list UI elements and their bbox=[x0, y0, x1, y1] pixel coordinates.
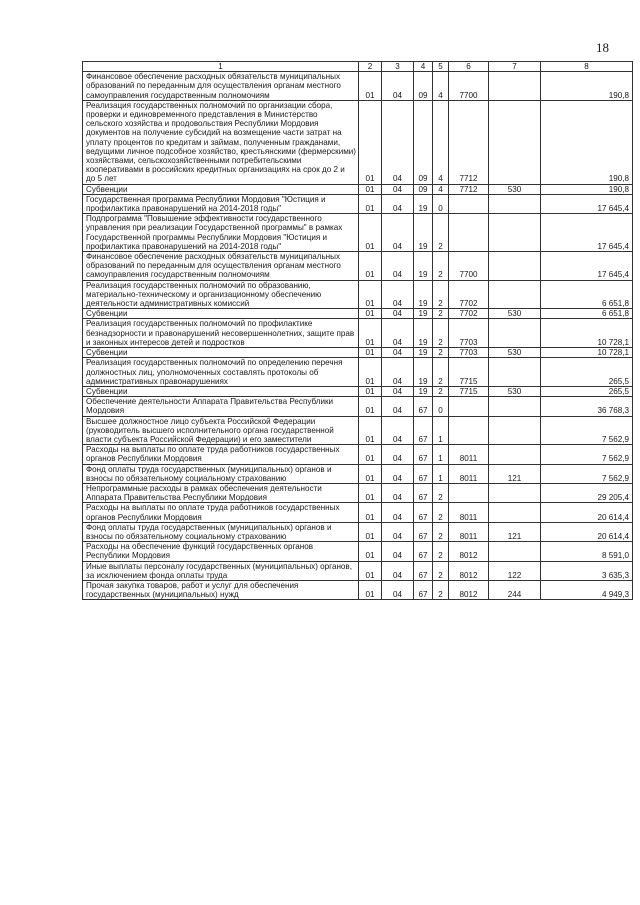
code-subprogram: 1 bbox=[433, 445, 449, 464]
code-subsection: 04 bbox=[382, 100, 414, 184]
code-subprogram: 1 bbox=[433, 416, 449, 445]
code-program: 19 bbox=[414, 194, 433, 213]
code-program: 19 bbox=[414, 280, 433, 309]
table-row bbox=[83, 483, 633, 502]
code-item: 7703 bbox=[449, 319, 489, 348]
code-program: 67 bbox=[414, 522, 433, 541]
code-expense-type bbox=[489, 503, 541, 522]
code-expense-type bbox=[489, 194, 541, 213]
col-header: 5 bbox=[433, 62, 449, 72]
amount: 190,8 bbox=[541, 100, 633, 184]
code-expense-type: 530 bbox=[489, 309, 541, 319]
code-subsection: 04 bbox=[382, 319, 414, 348]
table-row bbox=[83, 348, 633, 358]
row-name: Фонд оплаты труда государственных (муниципальных) органов и взносы по обязательному социальному страхованию bbox=[83, 464, 359, 483]
code-program: 67 bbox=[414, 542, 433, 561]
code-section: 01 bbox=[359, 561, 382, 580]
code-section: 01 bbox=[359, 503, 382, 522]
code-program: 19 bbox=[414, 252, 433, 281]
code-section: 01 bbox=[359, 464, 382, 483]
code-item: 7702 bbox=[449, 280, 489, 309]
code-expense-type: 121 bbox=[489, 522, 541, 541]
table-row bbox=[83, 319, 633, 348]
code-subprogram: 2 bbox=[433, 483, 449, 502]
table-row bbox=[83, 280, 633, 309]
amount: 8 591,0 bbox=[541, 542, 633, 561]
code-subsection: 04 bbox=[382, 194, 414, 213]
amount: 10 728,1 bbox=[541, 319, 633, 348]
code-program: 09 bbox=[414, 184, 433, 194]
code-subprogram: 2 bbox=[433, 309, 449, 319]
code-program: 67 bbox=[414, 503, 433, 522]
col-header: 1 bbox=[83, 62, 359, 72]
code-program: 09 bbox=[414, 100, 433, 184]
code-subprogram: 4 bbox=[433, 72, 449, 101]
code-item: 7702 bbox=[449, 309, 489, 319]
code-expense-type bbox=[489, 542, 541, 561]
code-item: 7700 bbox=[449, 72, 489, 101]
table-row bbox=[83, 503, 633, 522]
code-expense-type bbox=[489, 280, 541, 309]
code-program: 67 bbox=[414, 464, 433, 483]
code-subprogram: 2 bbox=[433, 542, 449, 561]
code-item: 8012 bbox=[449, 542, 489, 561]
table-row bbox=[83, 194, 633, 213]
table-row bbox=[83, 358, 633, 387]
code-expense-type: 122 bbox=[489, 561, 541, 580]
code-expense-type bbox=[489, 100, 541, 184]
row-name: Реализация государственных полномочий по профилактике безнадзорности и правонарушений несовершеннолетних, защите прав и законных интересов детей и подростков bbox=[83, 319, 359, 348]
table-row bbox=[83, 397, 633, 416]
code-expense-type: 530 bbox=[489, 184, 541, 194]
col-header: 7 bbox=[489, 62, 541, 72]
code-item: 7712 bbox=[449, 100, 489, 184]
table-row bbox=[83, 214, 633, 252]
amount: 7 562,9 bbox=[541, 416, 633, 445]
code-expense-type: 244 bbox=[489, 580, 541, 599]
row-name: Реализация государственных полномочий по организации сбора, проверки и единовременного представления в Министерство сельского хозяйства и продовольствия Республики Мордовия документов на получение субсидий на возмещение части затрат на уплату процентов по кредитам и займам, полученным гражданами, ведущими личное подсобное хозяйство, крестьянскими (фермерскими) хозяйствами, сельскохозяйственными потребительскими кооперативами в российских кредитных организациях на срок до 2 и до 5 лет bbox=[83, 100, 359, 184]
table-row bbox=[83, 386, 633, 396]
code-section: 01 bbox=[359, 522, 382, 541]
code-subsection: 04 bbox=[382, 445, 414, 464]
code-subprogram: 2 bbox=[433, 348, 449, 358]
code-expense-type bbox=[489, 252, 541, 281]
col-header: 3 bbox=[382, 62, 414, 72]
code-subprogram: 2 bbox=[433, 358, 449, 387]
budget-table bbox=[82, 61, 633, 600]
amount: 3 635,3 bbox=[541, 561, 633, 580]
amount: 190,8 bbox=[541, 184, 633, 194]
code-subprogram: 2 bbox=[433, 580, 449, 599]
code-section: 01 bbox=[359, 580, 382, 599]
table-row bbox=[83, 184, 633, 194]
code-item: 7715 bbox=[449, 386, 489, 396]
code-subsection: 04 bbox=[382, 72, 414, 101]
code-item: 8011 bbox=[449, 445, 489, 464]
code-subprogram: 2 bbox=[433, 522, 449, 541]
code-subprogram: 2 bbox=[433, 280, 449, 309]
code-section: 01 bbox=[359, 542, 382, 561]
code-subsection: 04 bbox=[382, 252, 414, 281]
col-header: 6 bbox=[449, 62, 489, 72]
table-row bbox=[83, 464, 633, 483]
code-subsection: 04 bbox=[382, 358, 414, 387]
code-subprogram: 2 bbox=[433, 319, 449, 348]
table-row bbox=[83, 561, 633, 580]
code-section: 01 bbox=[359, 445, 382, 464]
code-item bbox=[449, 214, 489, 252]
code-subsection: 04 bbox=[382, 542, 414, 561]
code-subsection: 04 bbox=[382, 309, 414, 319]
code-subprogram: 1 bbox=[433, 464, 449, 483]
table-row bbox=[83, 416, 633, 445]
amount: 29 205,4 bbox=[541, 483, 633, 502]
amount: 7 562,9 bbox=[541, 445, 633, 464]
col-header: 8 bbox=[541, 62, 633, 72]
row-name: Расходы на выплаты по оплате труда работников государственных органов Республики Мордовия bbox=[83, 503, 359, 522]
code-subprogram: 2 bbox=[433, 252, 449, 281]
amount: 17 645,4 bbox=[541, 214, 633, 252]
table-row bbox=[83, 252, 633, 281]
code-expense-type bbox=[489, 358, 541, 387]
amount: 10 728,1 bbox=[541, 348, 633, 358]
code-section: 01 bbox=[359, 280, 382, 309]
amount: 17 645,4 bbox=[541, 252, 633, 281]
code-subsection: 04 bbox=[382, 416, 414, 445]
code-section: 01 bbox=[359, 194, 382, 213]
code-item bbox=[449, 416, 489, 445]
code-section: 01 bbox=[359, 397, 382, 416]
row-name: Субвенции bbox=[83, 386, 359, 396]
code-section: 01 bbox=[359, 214, 382, 252]
code-subsection: 04 bbox=[382, 184, 414, 194]
code-item bbox=[449, 483, 489, 502]
code-subsection: 04 bbox=[382, 386, 414, 396]
code-expense-type bbox=[489, 445, 541, 464]
code-subprogram: 2 bbox=[433, 503, 449, 522]
row-name: Государственная программа Республики Мордовия "Юстиция и профилактика правонарушений на 2014-2018 годы" bbox=[83, 194, 359, 213]
code-subsection: 04 bbox=[382, 464, 414, 483]
code-section: 01 bbox=[359, 309, 382, 319]
code-program: 67 bbox=[414, 397, 433, 416]
code-section: 01 bbox=[359, 358, 382, 387]
code-subsection: 04 bbox=[382, 580, 414, 599]
code-item: 8012 bbox=[449, 561, 489, 580]
code-expense-type: 530 bbox=[489, 348, 541, 358]
table-row bbox=[83, 522, 633, 541]
row-name: Высшее должностное лицо субъекта Российской Федерации (руководитель высшего исполнительного органа государственной власти субъекта Российской Федерации) и его заместители bbox=[83, 416, 359, 445]
amount: 190,8 bbox=[541, 72, 633, 101]
row-name: Субвенции bbox=[83, 184, 359, 194]
amount: 6 651,8 bbox=[541, 309, 633, 319]
code-item bbox=[449, 397, 489, 416]
table-header-row bbox=[83, 62, 633, 72]
row-name: Субвенции bbox=[83, 348, 359, 358]
row-name: Реализация государственных полномочий по определению перечня должностных лиц, уполномоченных составлять протоколы об административных правонарушениях bbox=[83, 358, 359, 387]
table-row bbox=[83, 580, 633, 599]
col-header: 2 bbox=[359, 62, 382, 72]
code-program: 67 bbox=[414, 561, 433, 580]
code-expense-type bbox=[489, 397, 541, 416]
code-program: 67 bbox=[414, 580, 433, 599]
code-expense-type bbox=[489, 483, 541, 502]
code-item: 8011 bbox=[449, 464, 489, 483]
amount: 36 768,3 bbox=[541, 397, 633, 416]
code-subprogram: 4 bbox=[433, 100, 449, 184]
row-name: Финансовое обеспечение расходных обязательств муниципальных образований по переданным для осуществления органам местного самоуправления государственным полномочиям bbox=[83, 72, 359, 101]
code-subsection: 04 bbox=[382, 397, 414, 416]
row-name: Обеспечение деятельности Аппарата Правительства Республики Мордовия bbox=[83, 397, 359, 416]
code-subsection: 04 bbox=[382, 561, 414, 580]
code-subsection: 04 bbox=[382, 348, 414, 358]
code-section: 01 bbox=[359, 100, 382, 184]
code-section: 01 bbox=[359, 319, 382, 348]
page-number: 18 bbox=[596, 40, 609, 55]
amount: 4 949,3 bbox=[541, 580, 633, 599]
table-row bbox=[83, 100, 633, 184]
code-program: 19 bbox=[414, 358, 433, 387]
code-item: 8011 bbox=[449, 522, 489, 541]
code-expense-type bbox=[489, 319, 541, 348]
amount: 6 651,8 bbox=[541, 280, 633, 309]
code-program: 19 bbox=[414, 348, 433, 358]
code-subprogram: 2 bbox=[433, 214, 449, 252]
row-name: Подпрограмма "Повышение эффективности государственного управления при реализации Государственной программы" в рамках Государственной программы Республики Мордовия "Юстиция и профилактика правонарушений на 2014-2018 годы" bbox=[83, 214, 359, 252]
code-subsection: 04 bbox=[382, 214, 414, 252]
code-section: 01 bbox=[359, 184, 382, 194]
code-subsection: 04 bbox=[382, 503, 414, 522]
code-section: 01 bbox=[359, 348, 382, 358]
code-section: 01 bbox=[359, 252, 382, 281]
code-item: 7703 bbox=[449, 348, 489, 358]
row-name: Финансовое обеспечение расходных обязательств муниципальных образований по переданным для осуществления органам местного самоуправления государственным полномочиям bbox=[83, 252, 359, 281]
code-section: 01 bbox=[359, 386, 382, 396]
row-name: Фонд оплаты труда государственных (муниципальных) органов и взносы по обязательному социальному страхованию bbox=[83, 522, 359, 541]
table-row bbox=[83, 72, 633, 101]
code-program: 19 bbox=[414, 309, 433, 319]
code-program: 19 bbox=[414, 319, 433, 348]
code-program: 19 bbox=[414, 386, 433, 396]
table-row bbox=[83, 445, 633, 464]
row-name: Прочая закупка товаров, работ и услуг для обеспечения государственных (муниципальных) нужд bbox=[83, 580, 359, 599]
code-subprogram: 4 bbox=[433, 184, 449, 194]
table-row bbox=[83, 309, 633, 319]
code-program: 19 bbox=[414, 214, 433, 252]
amount: 265,5 bbox=[541, 386, 633, 396]
code-item bbox=[449, 194, 489, 213]
amount: 20 614,4 bbox=[541, 522, 633, 541]
amount: 20 614,4 bbox=[541, 503, 633, 522]
code-expense-type bbox=[489, 214, 541, 252]
row-name: Субвенции bbox=[83, 309, 359, 319]
amount: 7 562,9 bbox=[541, 464, 633, 483]
code-program: 09 bbox=[414, 72, 433, 101]
code-item: 7700 bbox=[449, 252, 489, 281]
code-item: 7715 bbox=[449, 358, 489, 387]
code-subsection: 04 bbox=[382, 483, 414, 502]
code-program: 67 bbox=[414, 416, 433, 445]
code-section: 01 bbox=[359, 72, 382, 101]
row-name: Расходы на выплаты по оплате труда работников государственных органов Республики Мордовия bbox=[83, 445, 359, 464]
code-expense-type bbox=[489, 72, 541, 101]
code-section: 01 bbox=[359, 416, 382, 445]
amount: 17 645,4 bbox=[541, 194, 633, 213]
row-name: Расходы на обеспечение функций государственных органов Республики Мордовия bbox=[83, 542, 359, 561]
row-name: Реализация государственных полномочий по образованию, материально-техническому и организационному обеспечению деятельности административных комиссий bbox=[83, 280, 359, 309]
row-name: Иные выплаты персоналу государственных (муниципальных) органов, за исключением фонда оплаты труда bbox=[83, 561, 359, 580]
code-subsection: 04 bbox=[382, 280, 414, 309]
col-header: 4 bbox=[414, 62, 433, 72]
table-row bbox=[83, 542, 633, 561]
code-item: 8011 bbox=[449, 503, 489, 522]
code-program: 67 bbox=[414, 445, 433, 464]
code-expense-type: 530 bbox=[489, 386, 541, 396]
code-section: 01 bbox=[359, 483, 382, 502]
code-item: 8012 bbox=[449, 580, 489, 599]
amount: 265,5 bbox=[541, 358, 633, 387]
code-expense-type bbox=[489, 416, 541, 445]
code-subsection: 04 bbox=[382, 522, 414, 541]
code-item: 7712 bbox=[449, 184, 489, 194]
code-subprogram: 2 bbox=[433, 561, 449, 580]
code-subprogram: 0 bbox=[433, 194, 449, 213]
code-expense-type: 121 bbox=[489, 464, 541, 483]
row-name: Непрограммные расходы в рамках обеспечения деятельности Аппарата Правительства Республики Мордовия bbox=[83, 483, 359, 502]
code-subprogram: 2 bbox=[433, 386, 449, 396]
code-program: 67 bbox=[414, 483, 433, 502]
code-subprogram: 0 bbox=[433, 397, 449, 416]
